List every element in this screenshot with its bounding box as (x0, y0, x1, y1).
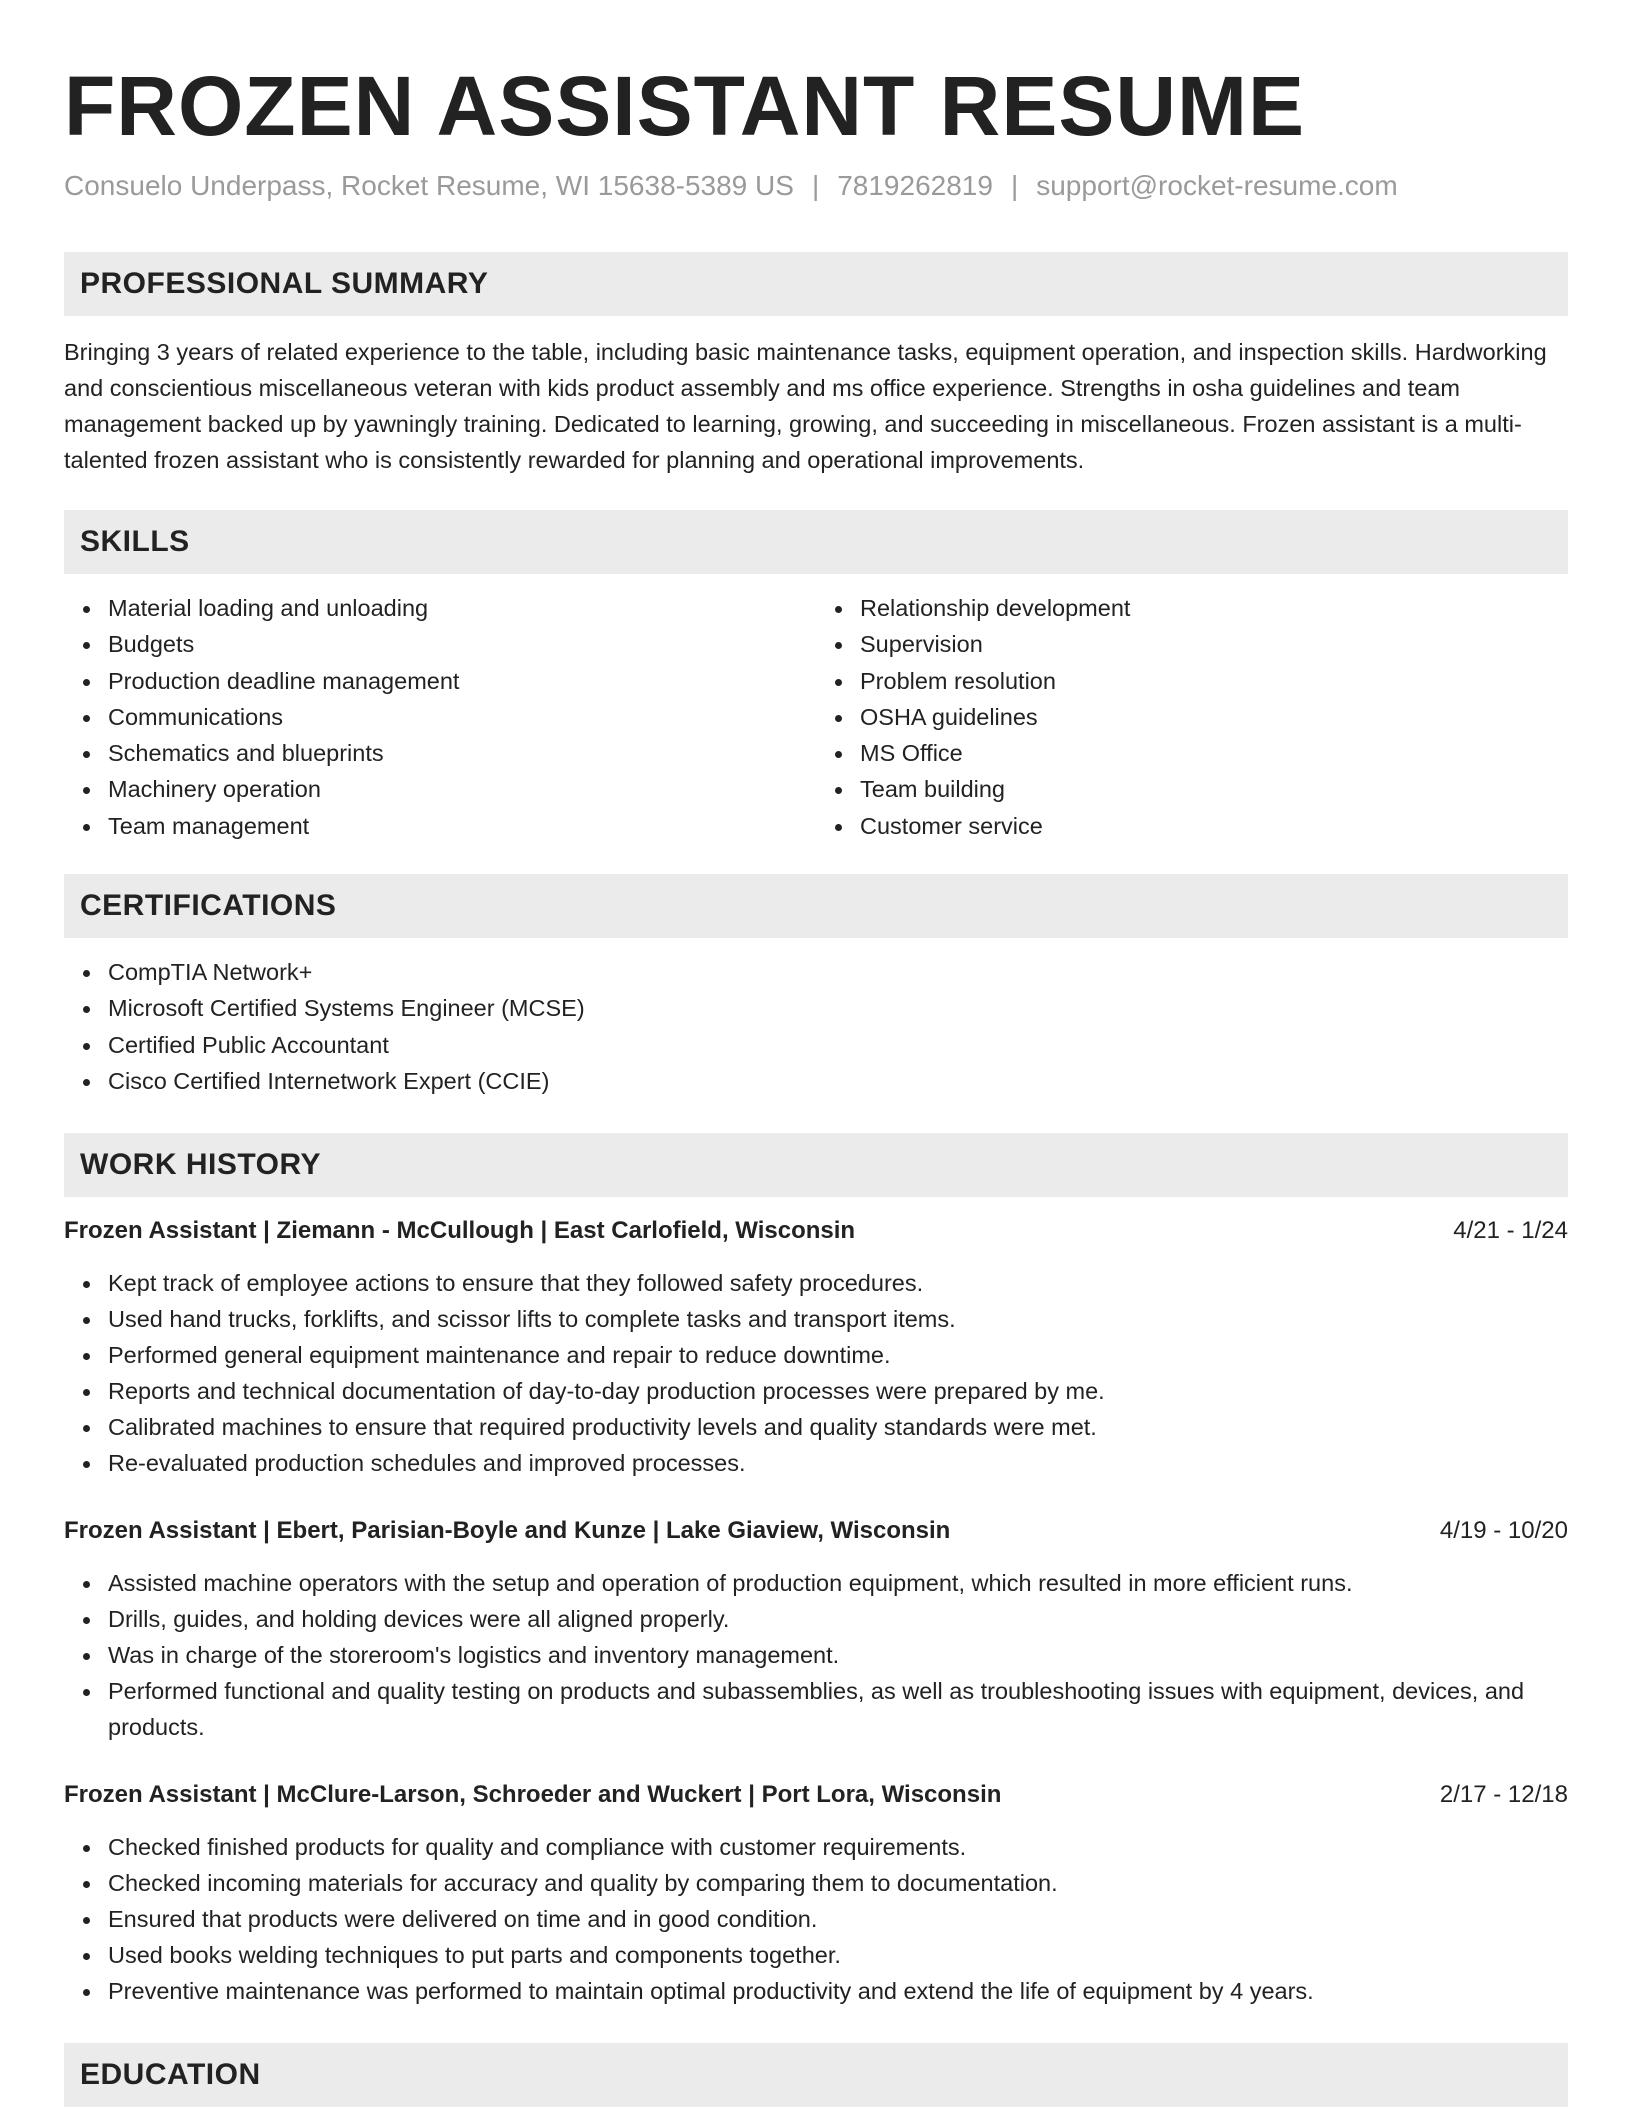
resume-page (64, 56, 1568, 2107)
skill-item: Communications (108, 699, 816, 735)
job-bullet: Drills, guides, and holding devices were all aligned properly. (108, 1601, 1568, 1637)
job-bullet: Was in charge of the storeroom's logistics and inventory management. (108, 1637, 1568, 1673)
job-dates: 2/17 - 12/18 (1439, 1781, 1568, 1809)
job-title: Frozen Assistant | Ziemann - McCullough | East Carlofield, Wisconsin (64, 1217, 856, 1245)
skill-item: Production deadline management (108, 663, 816, 699)
skill-item: Team management (108, 808, 816, 844)
job-entry (64, 1777, 1568, 2009)
certification-item: Cisco Certified Internetwork Expert (CCIE) (108, 1063, 1568, 1099)
education-heading: EDUCATION (80, 2058, 261, 2092)
resume-title: FROZEN ASSISTANT RESUME (64, 59, 1306, 153)
contact-address: Consuelo Underpass, Rocket Resume, WI 15638-5389 US (64, 170, 794, 201)
skills-heading: SKILLS (80, 525, 190, 558)
skill-item: Schematics and blueprints (108, 735, 816, 771)
certification-item: CompTIA Network+ (108, 954, 1568, 990)
certifications-list (64, 954, 1568, 1099)
contact-separator: | (1010, 170, 1019, 201)
job-bullet: Checked finished products for quality and compliance with customer requirements. (108, 1829, 1568, 1865)
job-bullets (64, 1829, 1568, 2009)
skill-item: Problem resolution (860, 663, 1568, 699)
job-bullet: Assisted machine operators with the setup and operation of production equipment, which resulted in more efficient runs. (108, 1565, 1568, 1601)
job-bullet: Reports and technical documentation of day-to-day production processes were prepared by me. (108, 1373, 1568, 1409)
job-header (64, 1513, 1568, 1549)
certification-item: Microsoft Certified Systems Engineer (MCSE) (108, 990, 1568, 1026)
job-dates: 4/21 - 1/24 (1453, 1217, 1568, 1245)
skill-item: Supervision (860, 626, 1568, 662)
skill-item: Team building (860, 771, 1568, 807)
job-bullet: Performed general equipment maintenance and repair to reduce downtime. (108, 1337, 1568, 1373)
job-bullet: Re-evaluated production schedules and improved processes. (108, 1445, 1568, 1481)
job-bullets (64, 1565, 1568, 1745)
summary-heading: PROFESSIONAL SUMMARY (80, 267, 489, 300)
skills-columns (64, 590, 1568, 844)
skill-item: Budgets (108, 626, 816, 662)
contact-line (64, 168, 1568, 204)
job-header (64, 1213, 1568, 1249)
job-entry (64, 1513, 1568, 1745)
skill-item: Material loading and unloading (108, 590, 816, 626)
job-bullet: Performed functional and quality testing on products and subassemblies, as well as troubleshooting issues with equipment, devices, and products. (108, 1673, 1568, 1745)
certifications-heading: CERTIFICATIONS (80, 889, 337, 923)
job-bullet: Ensured that products were delivered on time and in good condition. (108, 1901, 1568, 1937)
work-history-heading: WORK HISTORY (80, 1148, 322, 1182)
skill-item: Relationship development (860, 590, 1568, 626)
skill-item: Machinery operation (108, 771, 816, 807)
job-bullet: Checked incoming materials for accuracy and quality by comparing them to documentation. (108, 1865, 1568, 1901)
job-bullet: Calibrated machines to ensure that required productivity levels and quality standards were met. (108, 1409, 1568, 1445)
contact-separator: | (811, 170, 820, 201)
summary-text: Bringing 3 years of related experience to the table, including basic maintenance tasks, equipment operation, and inspection skills. Hardworking and conscientious miscellaneous veteran with kids product assembly and ms office experience. Strengths in osha guidelines and team management backed up by yawningly training. Dedicated to learning, growing, and succeeding in miscellaneous. Frozen assistant is a multi-talented frozen assistant who is consistently rewarded for planning and operational improvements. (64, 339, 1547, 473)
job-dates: 4/19 - 10/20 (1439, 1517, 1568, 1545)
skill-item: OSHA guidelines (860, 699, 1568, 735)
job-bullet: Used hand trucks, forklifts, and scissor lifts to complete tasks and transport items. (108, 1301, 1568, 1337)
job-title: Frozen Assistant | Ebert, Parisian-Boyle and Kunze | Lake Giaview, Wisconsin (64, 1517, 951, 1545)
contact-phone: 7819262819 (837, 170, 993, 201)
certifications-section-header (64, 874, 1568, 938)
skill-item: MS Office (860, 735, 1568, 771)
job-entry (64, 1213, 1568, 1481)
job-header (64, 1777, 1568, 1813)
skills-section-header (64, 510, 1568, 574)
contact-email: support@rocket-resume.com (1036, 170, 1398, 201)
job-bullets (64, 1265, 1568, 1481)
summary-section-header (64, 252, 1568, 316)
job-bullet: Used books welding techniques to put parts and components together. (108, 1937, 1568, 1973)
job-bullet: Preventive maintenance was performed to maintain optimal productivity and extend the life of equipment by 4 years. (108, 1973, 1568, 2009)
certification-item: Certified Public Accountant (108, 1027, 1568, 1063)
education-section-header (64, 2043, 1568, 2107)
skills-list-right (816, 590, 1568, 844)
job-bullet: Kept track of employee actions to ensure that they followed safety procedures. (108, 1265, 1568, 1301)
job-title: Frozen Assistant | McClure-Larson, Schroeder and Wuckert | Port Lora, Wisconsin (64, 1781, 1002, 1809)
skills-list-left (64, 590, 816, 844)
skill-item: Customer service (860, 808, 1568, 844)
work-history-section-header (64, 1133, 1568, 1197)
